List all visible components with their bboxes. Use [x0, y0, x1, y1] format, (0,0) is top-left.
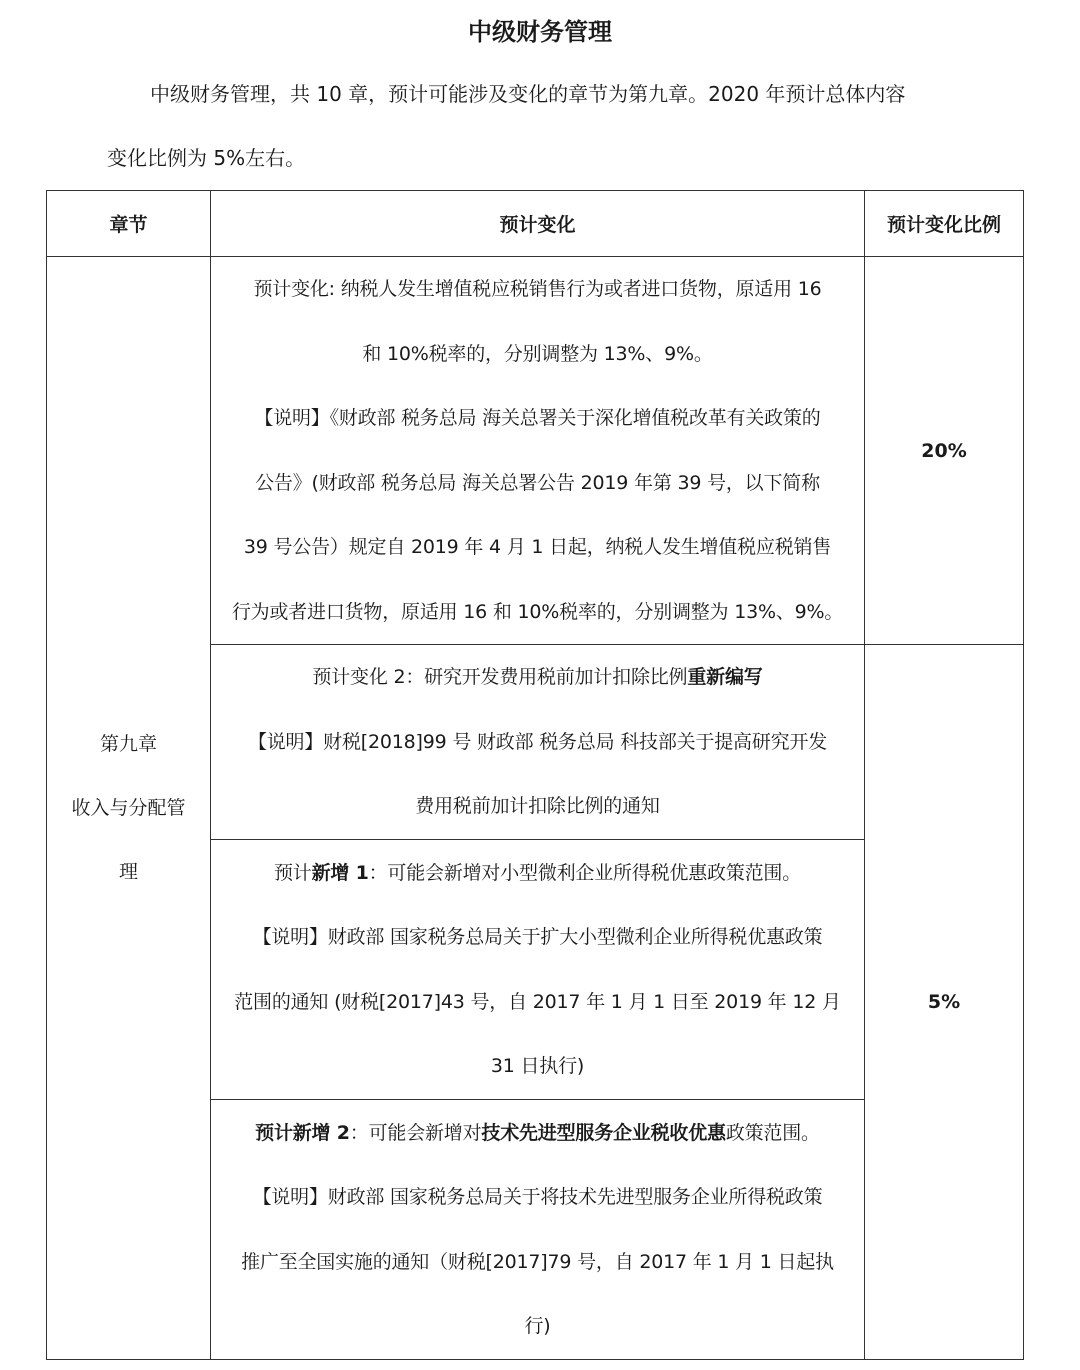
new-2-line — [221, 1101, 854, 1166]
intro-line-1: 中级财务管理，共 10 章，预计可能涉及变化的章节为第九章。2020 年预计总体内容 — [150, 82, 906, 106]
new-1-line — [221, 841, 854, 906]
chapter-cell — [47, 257, 211, 1360]
chapter-subtitle-1: 收入与分配管 — [71, 797, 186, 819]
new-2-label: 预计新增 2 — [255, 1121, 350, 1144]
new-2-line: 推广至全国实施的通知（财税[2017]79 号，自 2017 年 1 月 1 日起执 — [241, 1250, 834, 1273]
change-1-line: 行为或者进口货物，原适用 16 和 10%税率的，分别调整为 13%、9%。 — [231, 600, 844, 623]
new-1-cell — [211, 840, 865, 1100]
change-2-cell — [211, 645, 865, 840]
chapter-subtitle-2: 理 — [118, 861, 138, 883]
change-1-line: 预计变化: 纳税人发生增值税应税销售行为或者进口货物，原适用 16 — [253, 278, 822, 300]
new-1-prefix: 预计 — [273, 861, 312, 884]
new-2-line: 行) — [524, 1315, 551, 1337]
change-table — [46, 190, 1024, 1360]
change-2-label: 预计变化 2：研究开发费用税前加计扣除比例 — [312, 666, 688, 689]
header-change: 预计变化 — [211, 191, 865, 257]
new-2-line: 【说明】财政部 国家税务总局关于将技术先进型服务企业所得税政策 — [252, 1186, 823, 1208]
new-1-line: 31 日执行) — [490, 1055, 585, 1077]
new-1-line: 范围的通知 (财税[2017]43 号，自 2017 年 1 月 1 日至 2019 年 12 月 — [234, 990, 841, 1013]
new-2-emphasis: 技术先进型服务企业税收优惠 — [481, 1121, 726, 1144]
table-header-row — [47, 191, 1024, 257]
change-1-line: 公告》(财政部 税务总局 海关总署公告 2019 年第 39 号，以下简称 — [255, 471, 820, 494]
page-title: 中级财务管理 — [468, 18, 612, 46]
change-2-line: 【说明】财税[2018]99 号 财政部 税务总局 科技部关于提高研究开发 — [247, 730, 828, 753]
new-1-text: ：可能会新增对小型微利企业所得税优惠政策范围。 — [368, 861, 802, 884]
change-1-line: 和 10%税率的，分别调整为 13%、9%。 — [362, 342, 713, 365]
new-2-text: ：可能会新增对 — [349, 1121, 482, 1144]
change-2-emphasis: 重新编写 — [687, 666, 763, 689]
change-2-line — [221, 645, 854, 710]
change-1-line: 【说明】《财政部 税务总局 海关总署关于深化增值税改革有关政策的 — [254, 407, 821, 429]
change-1-cell — [211, 257, 865, 645]
table-row — [47, 257, 1024, 645]
new-2-cell — [211, 1100, 865, 1360]
change-1-line: 39 号公告）规定自 2019 年 4 月 1 日起，纳税人发生增值税应税销售 — [243, 536, 832, 558]
change-2-line: 费用税前加计扣除比例的通知 — [415, 795, 660, 818]
new-2-text-end: 政策范围。 — [725, 1121, 820, 1144]
ratio-5-cell: 5% — [865, 645, 1024, 1360]
header-ratio: 预计变化比例 — [865, 191, 1024, 257]
chapter-name: 第九章 — [99, 733, 157, 755]
ratio-20-cell: 20% — [865, 257, 1024, 645]
intro-line-2: 变化比例为 5%左右。 — [107, 146, 306, 170]
new-1-line: 【说明】财政部 国家税务总局关于扩大小型微利企业所得税优惠政策 — [252, 926, 823, 948]
new-1-label: 新增 1 — [311, 861, 369, 884]
header-chapter: 章节 — [47, 191, 211, 257]
